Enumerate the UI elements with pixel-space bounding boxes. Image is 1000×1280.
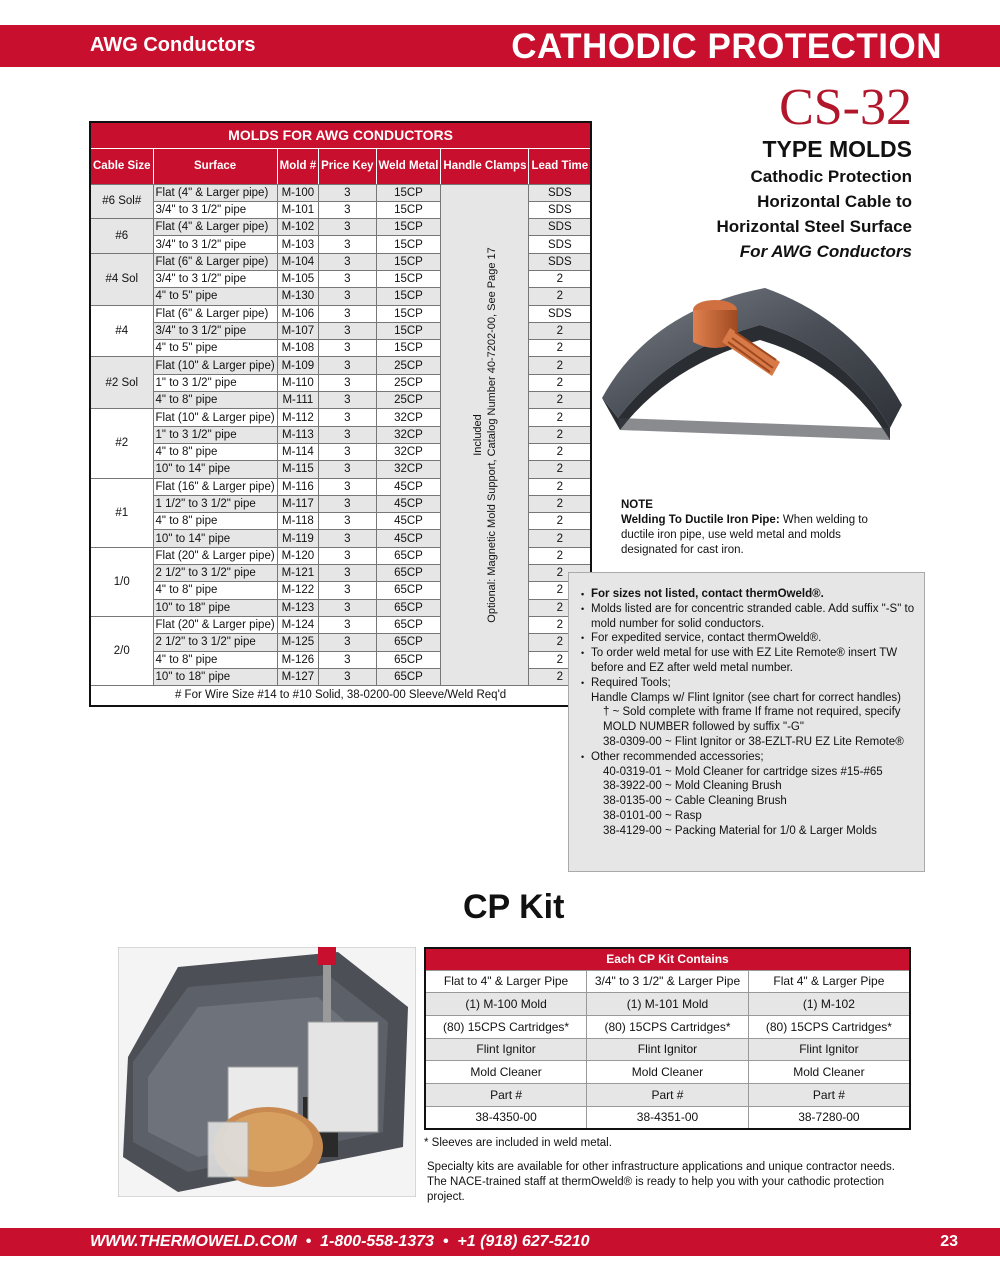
- price-key-cell: 3: [319, 426, 376, 443]
- weld-metal-cell: 15CP: [376, 184, 441, 201]
- weld-metal-cell: 32CP: [376, 426, 441, 443]
- cable-size-cell: #4 Sol: [90, 253, 153, 305]
- price-key-cell: 3: [319, 565, 376, 582]
- mold-number-cell: M-111: [277, 392, 318, 409]
- mold-number-cell: M-101: [277, 201, 318, 218]
- cable-size-cell: #2: [90, 409, 153, 478]
- molds-table-row: [90, 184, 591, 201]
- note-item: • To order weld metal for use with EZ Lite Remote® insert TW before and EZ after weld metal number.: [581, 646, 916, 676]
- price-key-cell: 3: [319, 495, 376, 512]
- weld-metal-cell: 15CP: [376, 288, 441, 305]
- mold-number-cell: M-121: [277, 565, 318, 582]
- section-title: AWG Conductors: [90, 34, 256, 56]
- molds-col-header: Surface: [153, 148, 277, 184]
- mold-number-cell: M-119: [277, 530, 318, 547]
- mold-number-cell: M-100: [277, 184, 318, 201]
- weld-metal-cell: 32CP: [376, 461, 441, 478]
- lead-time-cell: 2: [529, 582, 591, 599]
- price-key-cell: 3: [319, 582, 376, 599]
- surface-cell: 10" to 18" pipe: [153, 599, 277, 616]
- note-item: • Molds listed are for concentric stranded cable. Add suffix "-S" to mold number for solid conductors.: [581, 602, 916, 632]
- surface-cell: Flat (6" & Larger pipe): [153, 305, 277, 322]
- weld-metal-cell: 65CP: [376, 634, 441, 651]
- mold-number-cell: M-102: [277, 219, 318, 236]
- price-key-cell: 3: [319, 305, 376, 322]
- lead-time-cell: 2: [529, 374, 591, 391]
- price-key-cell: 3: [319, 340, 376, 357]
- lead-time-cell: 2: [529, 392, 591, 409]
- weld-metal-cell: 15CP: [376, 270, 441, 287]
- subtitle-4: For AWG Conductors: [739, 242, 912, 261]
- mold-number-cell: M-117: [277, 495, 318, 512]
- note-item: 38-4129-00 ~ Packing Material for 1/0 & Larger Molds: [603, 824, 877, 837]
- lead-time-cell: 2: [529, 513, 591, 530]
- kit-cell: 38-4351-00: [587, 1106, 749, 1129]
- weld-metal-cell: 25CP: [376, 374, 441, 391]
- kit-cell: Flint Ignitor: [587, 1038, 749, 1061]
- notes-box: [568, 572, 925, 872]
- subtitle-2: Horizontal Cable to: [757, 192, 912, 211]
- price-key-cell: 3: [319, 253, 376, 270]
- weld-metal-cell: 65CP: [376, 547, 441, 564]
- weld-metal-cell: 32CP: [376, 409, 441, 426]
- weld-metal-cell: 65CP: [376, 651, 441, 668]
- molds-col-header: Price Key: [319, 148, 376, 184]
- surface-cell: 4" to 8" pipe: [153, 651, 277, 668]
- surface-cell: 10" to 14" pipe: [153, 461, 277, 478]
- price-key-cell: 3: [319, 443, 376, 460]
- subtitle-3: Horizontal Steel Surface: [716, 217, 912, 236]
- note-item: 38-0101-00 ~ Rasp: [603, 809, 702, 822]
- kit-footnote: * Sleeves are included in weld metal.: [424, 1137, 612, 1149]
- note-block: [621, 498, 891, 558]
- lead-time-cell: 2: [529, 530, 591, 547]
- price-key-cell: 3: [319, 547, 376, 564]
- lead-time-cell: SDS: [529, 184, 591, 201]
- kit-table-row: [425, 1083, 910, 1106]
- price-key-cell: 3: [319, 634, 376, 651]
- kit-caption: Each CP Kit Contains: [425, 948, 910, 970]
- weld-metal-cell: 15CP: [376, 219, 441, 236]
- lead-time-cell: 2: [529, 616, 591, 633]
- lead-time-cell: 2: [529, 547, 591, 564]
- kit-cell: Flint Ignitor: [748, 1038, 910, 1061]
- surface-cell: 2 1/2" to 3 1/2" pipe: [153, 634, 277, 651]
- kit-cell: Mold Cleaner: [748, 1061, 910, 1084]
- cable-size-cell: #6 Sol#: [90, 184, 153, 219]
- surface-cell: 3/4" to 3 1/2" pipe: [153, 201, 277, 218]
- cable-size-cell: #1: [90, 478, 153, 547]
- lead-time-cell: 2: [529, 478, 591, 495]
- surface-cell: 4" to 8" pipe: [153, 513, 277, 530]
- price-key-cell: 3: [319, 219, 376, 236]
- mold-number-cell: M-115: [277, 461, 318, 478]
- note-item: † ~ Sold complete with frame If frame not required, specify MOLD NUMBER followed by suffix "-G": [603, 706, 901, 734]
- mold-number-cell: M-130: [277, 288, 318, 305]
- kit-description: Specialty kits are available for other infrastructure applications and unique contractor needs. The NACE-trained staff at thermOweld® is ready to help you with your cathodic protection project.: [427, 1161, 895, 1203]
- surface-cell: 3/4" to 3 1/2" pipe: [153, 322, 277, 339]
- lead-time-cell: 2: [529, 651, 591, 668]
- lead-time-cell: 2: [529, 270, 591, 287]
- mold-number-cell: M-114: [277, 443, 318, 460]
- kit-table-row: [425, 1061, 910, 1084]
- type-label: TYPE MOLDS: [762, 136, 912, 162]
- subtitle-1: Cathodic Protection: [750, 167, 912, 186]
- kit-cell: (1) M-100 Mold: [425, 993, 587, 1016]
- price-key-cell: 3: [319, 651, 376, 668]
- cable-size-cell: 1/0: [90, 547, 153, 616]
- footer-bar: [0, 1228, 1000, 1256]
- mold-product-image: [590, 280, 920, 490]
- price-key-cell: 3: [319, 668, 376, 685]
- weld-metal-cell: 15CP: [376, 253, 441, 270]
- note-bold: Welding To Ductile Iron Pipe:: [621, 514, 780, 526]
- mold-number-cell: M-122: [277, 582, 318, 599]
- mold-number-cell: M-113: [277, 426, 318, 443]
- price-key-cell: 3: [319, 392, 376, 409]
- note-item: 40-0319-01 ~ Mold Cleaner for cartridge sizes #15-#65: [603, 765, 883, 778]
- weld-metal-cell: 45CP: [376, 478, 441, 495]
- handle-clamps-cell: [441, 184, 529, 686]
- lead-time-cell: 2: [529, 426, 591, 443]
- surface-cell: 4" to 5" pipe: [153, 288, 277, 305]
- model-name: CS-32: [779, 79, 912, 136]
- molds-col-header: Weld Metal: [376, 148, 441, 184]
- lead-time-cell: 2: [529, 668, 591, 685]
- weld-metal-cell: 25CP: [376, 357, 441, 374]
- lead-time-cell: SDS: [529, 305, 591, 322]
- kit-cell: Flat to 4" & Larger Pipe: [425, 970, 587, 993]
- lead-time-cell: SDS: [529, 201, 591, 218]
- weld-metal-cell: 45CP: [376, 495, 441, 512]
- price-key-cell: 3: [319, 409, 376, 426]
- cable-size-cell: 2/0: [90, 616, 153, 685]
- lead-time-cell: 2: [529, 634, 591, 651]
- kit-cell: (80) 15CPS Cartridges*: [748, 1015, 910, 1038]
- surface-cell: 4" to 5" pipe: [153, 340, 277, 357]
- kit-cell: Flint Ignitor: [425, 1038, 587, 1061]
- category-title: CATHODIC PROTECTION: [511, 27, 942, 66]
- surface-cell: Flat (6" & Larger pipe): [153, 253, 277, 270]
- product-title: [716, 79, 912, 263]
- handle-clamps-text: Included Optional: Magnetic Mold Support, Catalog Number 40-7202-00, See Page 17: [471, 247, 498, 623]
- surface-cell: Flat (10" & Larger pipe): [153, 409, 277, 426]
- note-item: • Other recommended accessories;: [581, 750, 916, 765]
- note-item: • For expedited service, contact thermOweld®.: [581, 631, 916, 646]
- lead-time-cell: 2: [529, 409, 591, 426]
- molds-table-caption: MOLDS FOR AWG CONDUCTORS: [90, 122, 591, 148]
- note-text: When welding to ductile iron pipe, use weld metal and molds designated for cast iron.: [621, 514, 868, 556]
- note-item: • For sizes not listed, contact thermOweld®.: [581, 587, 916, 602]
- kit-table-row: [425, 993, 910, 1016]
- kit-cell: Mold Cleaner: [425, 1061, 587, 1084]
- kit-table-row: [425, 1015, 910, 1038]
- kit-cell: 38-7280-00: [748, 1106, 910, 1129]
- note-title: NOTE: [621, 499, 653, 511]
- mold-number-cell: M-106: [277, 305, 318, 322]
- price-key-cell: 3: [319, 357, 376, 374]
- weld-metal-cell: 65CP: [376, 668, 441, 685]
- note-item: • Required Tools;: [581, 676, 916, 691]
- cable-size-cell: #6: [90, 219, 153, 254]
- surface-cell: 3/4" to 3 1/2" pipe: [153, 270, 277, 287]
- mold-number-cell: M-123: [277, 599, 318, 616]
- mold-number-cell: M-120: [277, 547, 318, 564]
- weld-metal-cell: 32CP: [376, 443, 441, 460]
- weld-metal-cell: 65CP: [376, 582, 441, 599]
- price-key-cell: 3: [319, 599, 376, 616]
- mold-number-cell: M-104: [277, 253, 318, 270]
- lead-time-cell: 2: [529, 340, 591, 357]
- kit-table-row: [425, 1106, 910, 1129]
- weld-metal-cell: 65CP: [376, 565, 441, 582]
- weld-metal-cell: 45CP: [376, 513, 441, 530]
- note-item: Handle Clamps w/ Flint Ignitor (see chart for correct handles): [591, 691, 901, 704]
- lead-time-cell: 2: [529, 495, 591, 512]
- mold-number-cell: M-127: [277, 668, 318, 685]
- kit-table-row: [425, 1038, 910, 1061]
- mold-number-cell: M-124: [277, 616, 318, 633]
- kit-cell: (80) 15CPS Cartridges*: [425, 1015, 587, 1038]
- molds-footnote: # For Wire Size #14 to #10 Solid, 38-0200-00 Sleeve/Weld Req'd: [90, 686, 591, 706]
- molds-col-header: Mold #: [277, 148, 318, 184]
- surface-cell: Flat (20" & Larger pipe): [153, 616, 277, 633]
- lead-time-cell: 2: [529, 461, 591, 478]
- surface-cell: 10" to 18" pipe: [153, 668, 277, 685]
- kit-cell: 3/4" to 3 1/2" & Larger Pipe: [587, 970, 749, 993]
- note-item: 38-3922-00 ~ Mold Cleaning Brush: [603, 780, 782, 793]
- surface-cell: 2 1/2" to 3 1/2" pipe: [153, 565, 277, 582]
- price-key-cell: 3: [319, 322, 376, 339]
- surface-cell: Flat (20" & Larger pipe): [153, 547, 277, 564]
- surface-cell: 10" to 14" pipe: [153, 530, 277, 547]
- surface-cell: 4" to 8" pipe: [153, 392, 277, 409]
- cp-kit-image: [118, 947, 416, 1197]
- surface-cell: Flat (10" & Larger pipe): [153, 357, 277, 374]
- weld-metal-cell: 45CP: [376, 530, 441, 547]
- weld-metal-cell: 15CP: [376, 322, 441, 339]
- price-key-cell: 3: [319, 513, 376, 530]
- lead-time-cell: 2: [529, 443, 591, 460]
- weld-metal-cell: 25CP: [376, 392, 441, 409]
- lead-time-cell: SDS: [529, 236, 591, 253]
- header-bar: [0, 25, 1000, 67]
- price-key-cell: 3: [319, 184, 376, 201]
- kit-table-row: [425, 970, 910, 993]
- mold-number-cell: M-118: [277, 513, 318, 530]
- surface-cell: 1 1/2" to 3 1/2" pipe: [153, 495, 277, 512]
- lead-time-cell: 2: [529, 599, 591, 616]
- price-key-cell: 3: [319, 461, 376, 478]
- molds-col-header: Handle Clamps: [441, 148, 529, 184]
- surface-cell: 3/4" to 3 1/2" pipe: [153, 236, 277, 253]
- price-key-cell: 3: [319, 478, 376, 495]
- mold-number-cell: M-125: [277, 634, 318, 651]
- cable-size-cell: #2 Sol: [90, 357, 153, 409]
- mold-number-cell: M-110: [277, 374, 318, 391]
- kit-cell: Flat 4" & Larger Pipe: [748, 970, 910, 993]
- price-key-cell: 3: [319, 616, 376, 633]
- surface-cell: Flat (4" & Larger pipe): [153, 184, 277, 201]
- mold-number-cell: M-112: [277, 409, 318, 426]
- weld-metal-cell: 15CP: [376, 305, 441, 322]
- molds-col-header: Lead Time: [529, 148, 591, 184]
- kit-cell: 38-4350-00: [425, 1106, 587, 1129]
- cable-size-cell: #4: [90, 305, 153, 357]
- mold-number-cell: M-103: [277, 236, 318, 253]
- lead-time-cell: 2: [529, 357, 591, 374]
- lead-time-cell: 2: [529, 322, 591, 339]
- weld-metal-cell: 65CP: [376, 599, 441, 616]
- mold-number-cell: M-116: [277, 478, 318, 495]
- lead-time-cell: SDS: [529, 219, 591, 236]
- mold-number-cell: M-105: [277, 270, 318, 287]
- footer-contact: WWW.THERMOWELD.COM • 1-800-558-1373 • +1 (918) 627-5210: [90, 1233, 590, 1250]
- kit-cell: Part #: [748, 1083, 910, 1106]
- kit-cell: (1) M-102: [748, 993, 910, 1016]
- kit-cell: Part #: [425, 1083, 587, 1106]
- mold-number-cell: M-126: [277, 651, 318, 668]
- kit-cell: (80) 15CPS Cartridges*: [587, 1015, 749, 1038]
- cp-kit-table: [424, 947, 911, 1130]
- lead-time-cell: 2: [529, 565, 591, 582]
- price-key-cell: 3: [319, 288, 376, 305]
- price-key-cell: 3: [319, 530, 376, 547]
- cp-kit-title: CP Kit: [463, 888, 565, 926]
- weld-metal-cell: 65CP: [376, 616, 441, 633]
- kit-cell: Part #: [587, 1083, 749, 1106]
- price-key-cell: 3: [319, 374, 376, 391]
- molds-col-header: Cable Size: [90, 148, 153, 184]
- note-item: 38-0309-00 ~ Flint Ignitor or 38-EZLT-RU EZ Lite Remote®: [603, 735, 904, 748]
- surface-cell: 4" to 8" pipe: [153, 443, 277, 460]
- surface-cell: 1" to 3 1/2" pipe: [153, 374, 277, 391]
- price-key-cell: 3: [319, 236, 376, 253]
- page-number: 23: [940, 1233, 958, 1250]
- mold-number-cell: M-108: [277, 340, 318, 357]
- weld-metal-cell: 15CP: [376, 340, 441, 357]
- weld-metal-cell: 15CP: [376, 201, 441, 218]
- lead-time-cell: SDS: [529, 253, 591, 270]
- surface-cell: Flat (4" & Larger pipe): [153, 219, 277, 236]
- price-key-cell: 3: [319, 201, 376, 218]
- mold-number-cell: M-109: [277, 357, 318, 374]
- weld-metal-cell: 15CP: [376, 236, 441, 253]
- mold-number-cell: M-107: [277, 322, 318, 339]
- price-key-cell: 3: [319, 270, 376, 287]
- lead-time-cell: 2: [529, 288, 591, 305]
- kit-cell: Mold Cleaner: [587, 1061, 749, 1084]
- surface-cell: 1" to 3 1/2" pipe: [153, 426, 277, 443]
- kit-cell: (1) M-101 Mold: [587, 993, 749, 1016]
- surface-cell: 4" to 8" pipe: [153, 582, 277, 599]
- note-item: 38-0135-00 ~ Cable Cleaning Brush: [603, 795, 787, 808]
- surface-cell: Flat (16" & Larger pipe): [153, 478, 277, 495]
- molds-table: [89, 121, 592, 707]
